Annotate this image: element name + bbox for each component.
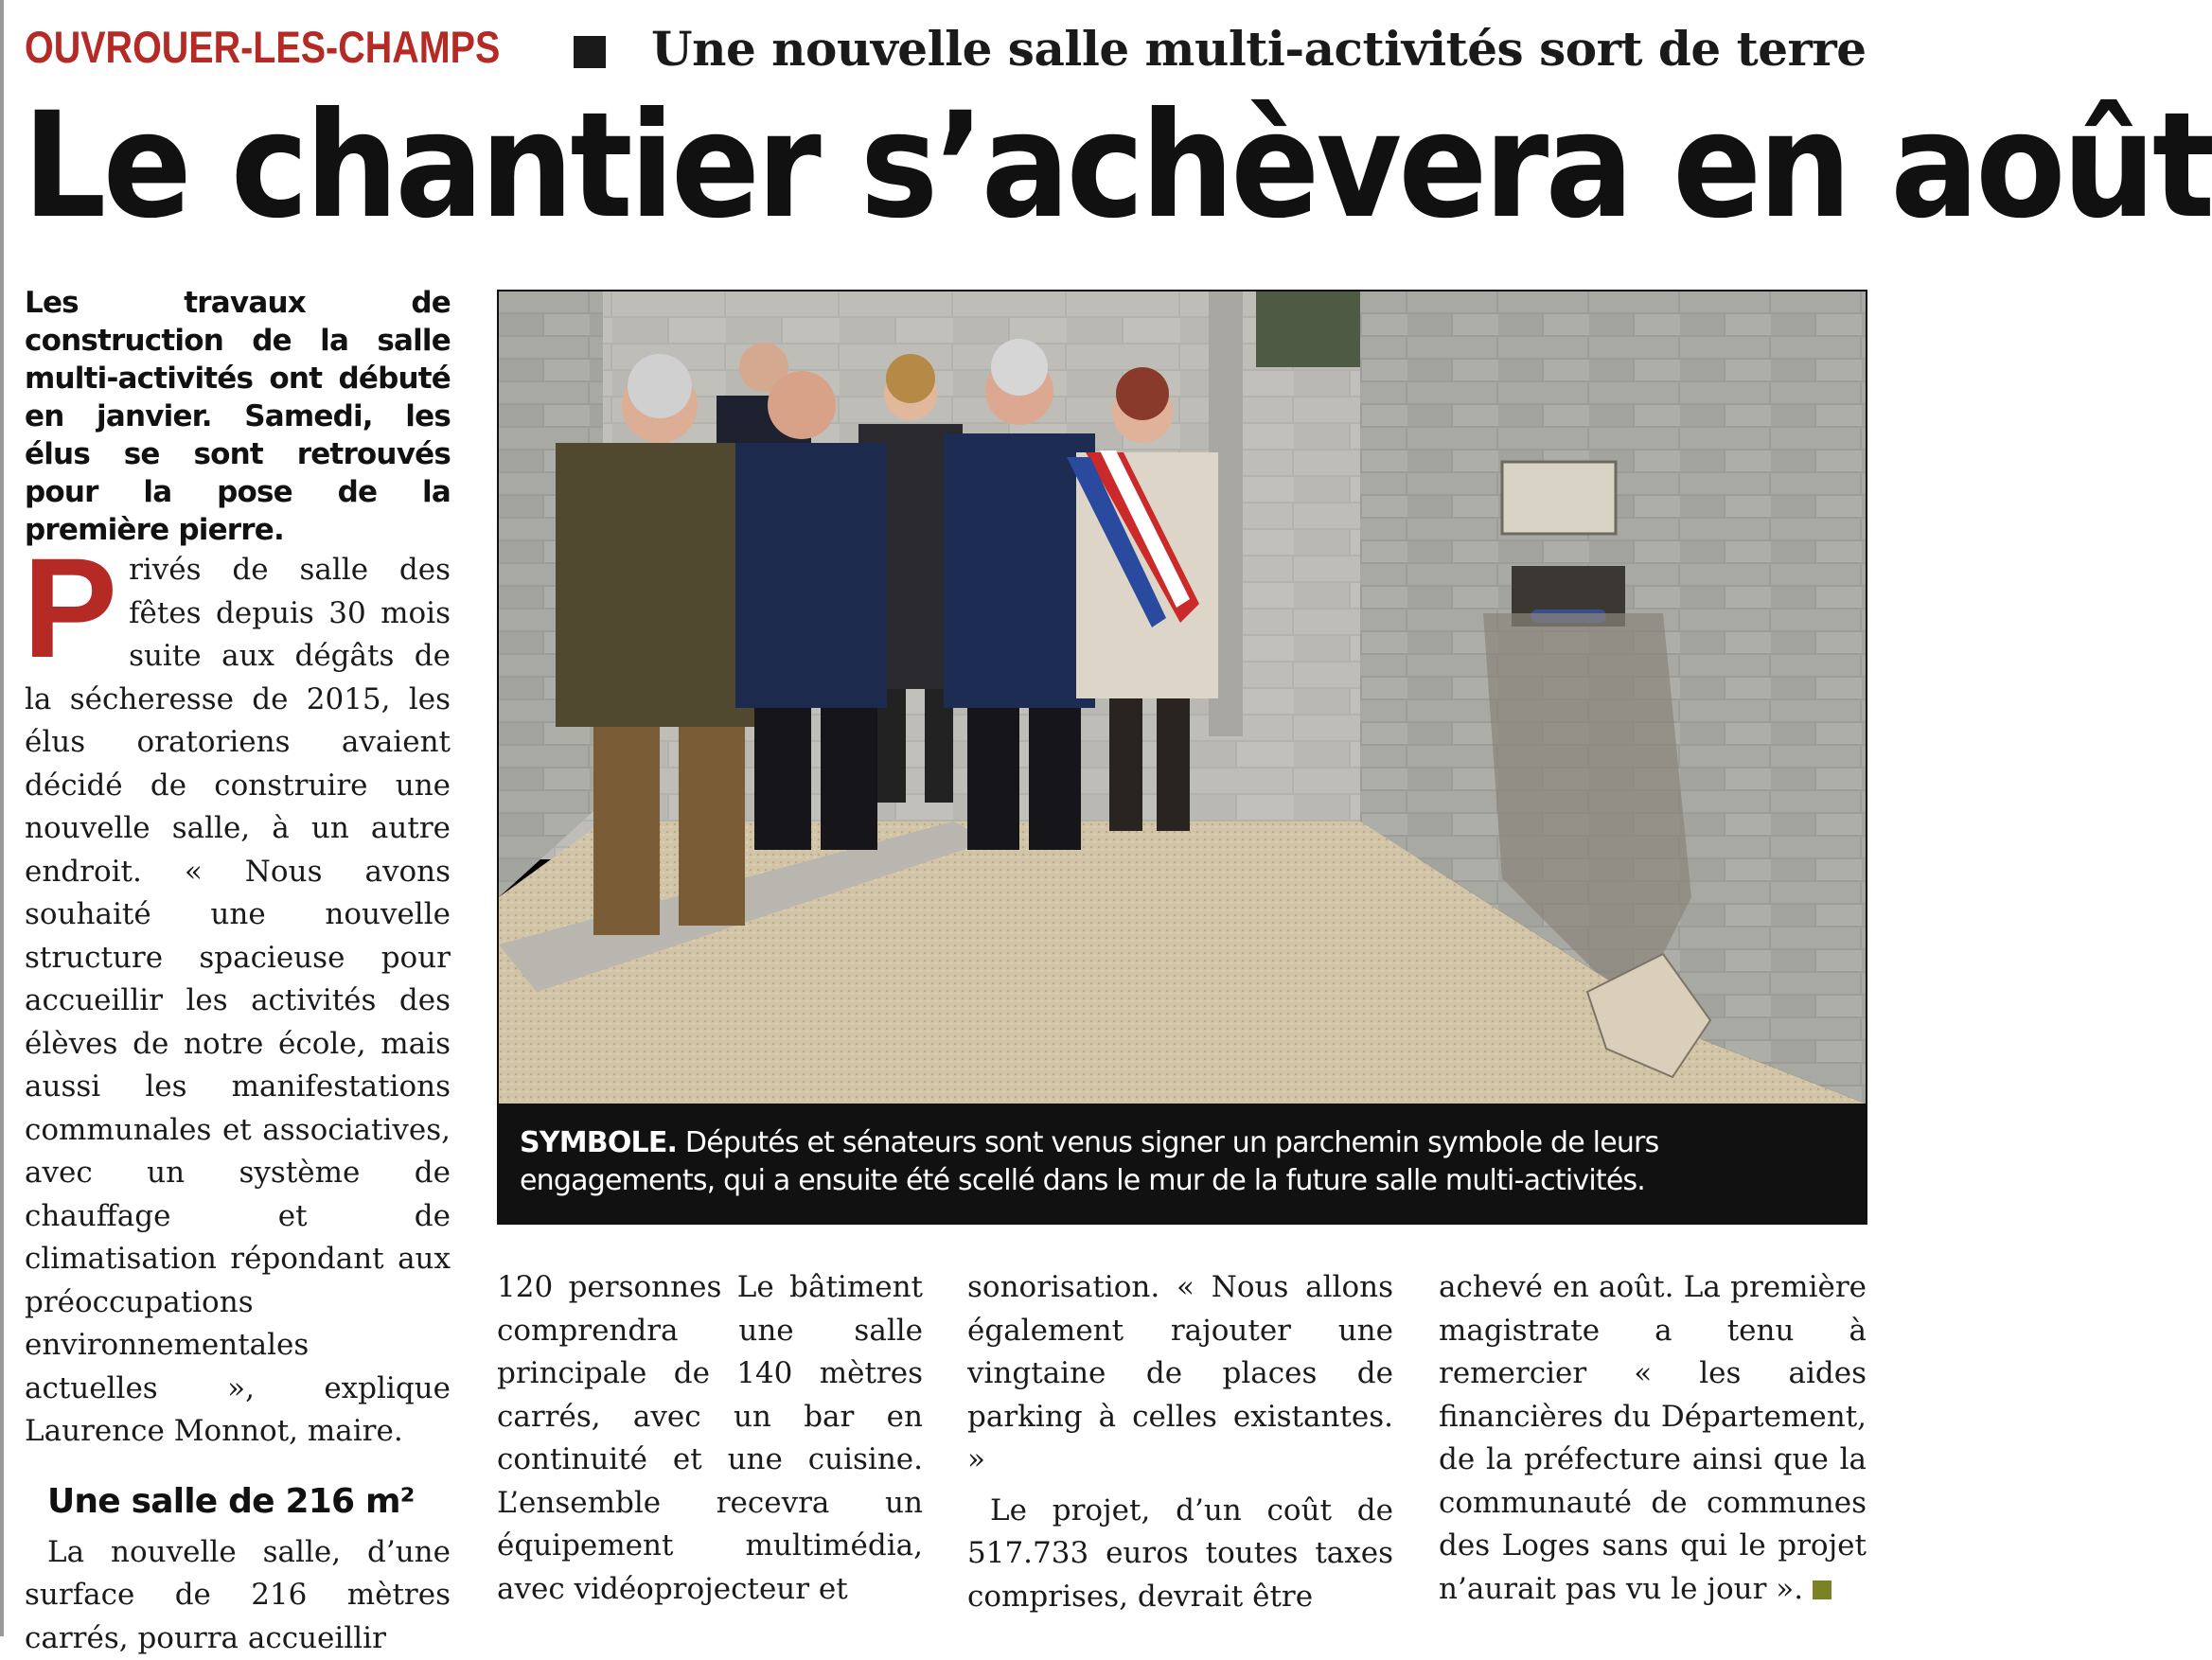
paragraph-1: rivés de salle des fêtes depuis 30 mois suite aux dégâts de la sécheresse de 2015, les élus oratoriens avaient décidé de construire une nouvelle salle, à un autre endroit. « Nous avons souhaité une nouvelle structure spacieuse pour accueillir les activités des élèves de notre école, mais aussi les manifestations communales et associatives, avec un système de chauffage et de climatisation répondant aux préoccupations environnementales actuelles », explique Laurence Monnot, maire. <box>25 549 451 1454</box>
column-3-text-a: sonorisation. « Nous allons également rajouter une vingtaine de places de parking à celles existantes. » <box>967 1266 1393 1482</box>
left-margin-rule <box>0 0 4 1636</box>
paragraph-2-start: La nouvelle salle, d’une surface de 216 mètres carrés, pourra accueillir <box>25 1531 451 1660</box>
kicker <box>25 21 591 81</box>
column-3-text-b: Le projet, d’un coût de 517.733 euros toutes taxes comprises, devrait être <box>967 1490 1393 1619</box>
kicker-subtitle: Une nouvelle salle multi-activités sort de terre <box>651 21 1867 77</box>
headline: Le chantier s’achèvera en août <box>23 91 2212 242</box>
plaque <box>1502 462 1616 534</box>
column-2-text: 120 personnes Le bâtiment comprendra une salle principale de 140 mètres carrés, avec un bar en continuité et une cuisine. L’ensemble recevra un équipement multimédia, avec vidéoprojecteur et <box>497 1266 923 1611</box>
article-column-1 <box>25 549 451 1660</box>
kicker-place: OUVROUER-LES-CHAMPS <box>25 21 500 73</box>
caption-text: Députés et sénateurs sont venus signer un parchemin symbole de leurs engagements, qui a ensuite été scellé dans le mur de la future salle multi-activités. <box>520 1126 1658 1197</box>
drop-cap: P <box>23 555 117 664</box>
ceremony-photo <box>499 291 1866 1104</box>
article-column-3 <box>967 1266 1393 1618</box>
article-column-2 <box>497 1266 923 1611</box>
photo-frame <box>497 290 1867 1225</box>
section-subhead: Une salle de 216 m² <box>47 1478 451 1526</box>
kicker-square-icon <box>574 36 606 68</box>
photo-caption <box>499 1104 1866 1223</box>
article-column-4 <box>1439 1266 1867 1611</box>
lead-paragraph: Les travaux de construction de la salle multi-activités ont débuté en janvier. Samedi, les élus se sont retrouvés pour la pose de la première pierre. <box>25 284 451 549</box>
column-4-text: achevé en août. La première magistrate a tenu à remercier « les aides financières du Département, de la préfecture ainsi que la communauté de communes des Loges sans qui le projet n’aurait pas vu le jour ». <box>1439 1270 1867 1606</box>
caption-label: SYMBOLE. <box>520 1126 677 1159</box>
end-of-article-square-icon <box>1813 1581 1832 1599</box>
